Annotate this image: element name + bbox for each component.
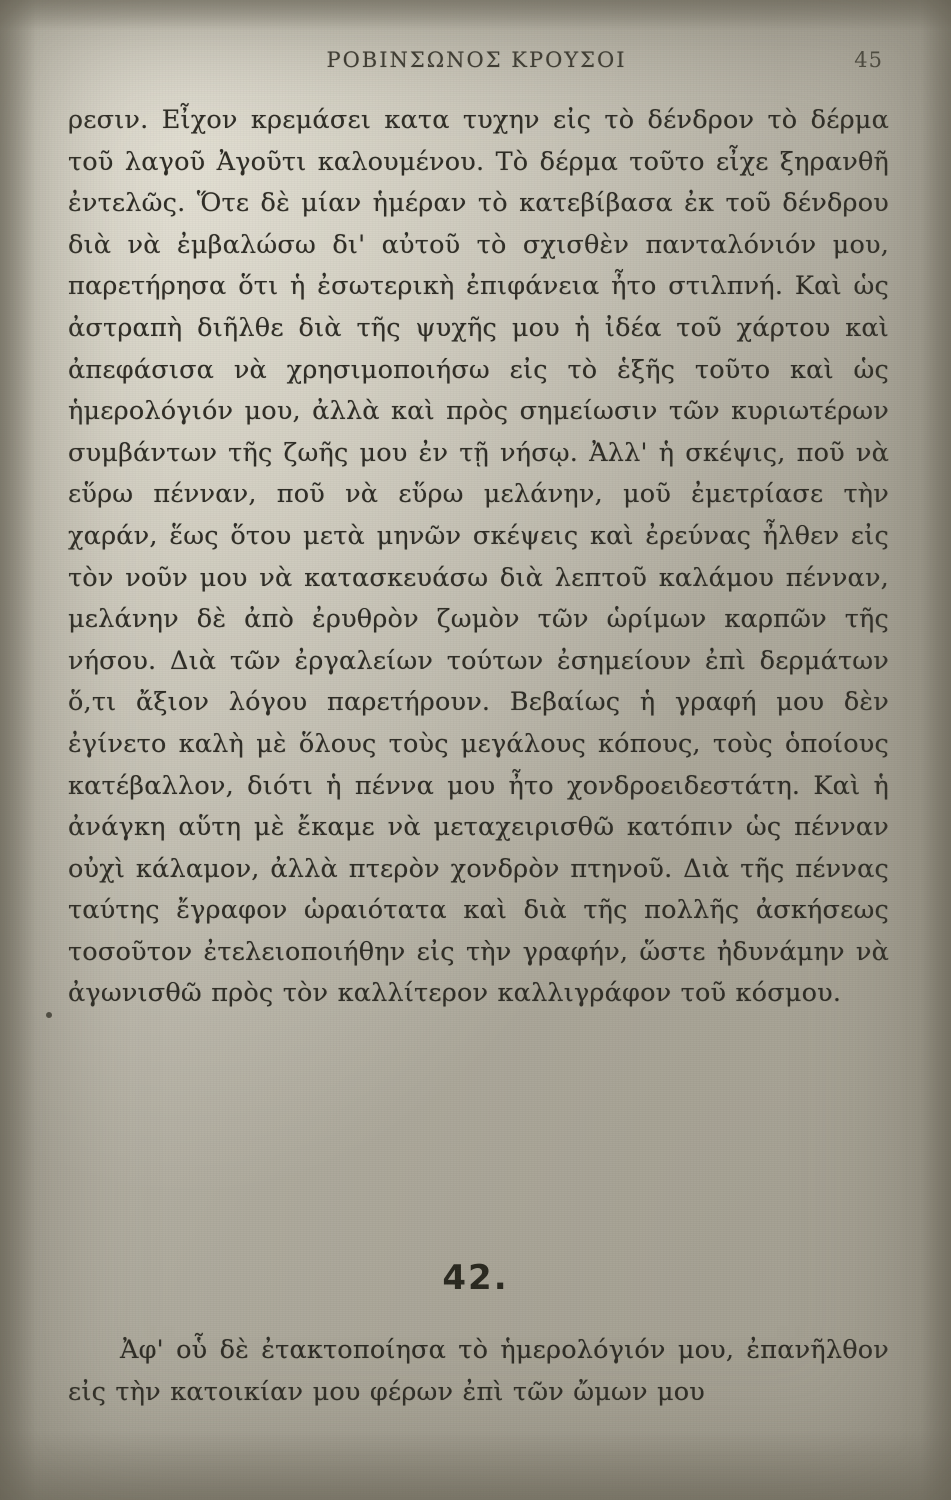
section-number: 42. (442, 1258, 509, 1298)
ink-speck (46, 1012, 52, 1018)
running-head (70, 48, 883, 78)
body-paragraph-block-2 (68, 1330, 889, 1413)
paragraph-new-section: Ἀφ' οὗ δὲ ἐτακτοποίησα τὸ ἡμερολόγιόν μου, ἐπανῆλθον εἰς τὴν κατοικίαν μου φέρων ἐπὶ τῶν ὤμων μου (68, 1335, 889, 1407)
running-head-title: ΡΟΒΙΝΣΩΝΟΣ ΚΡΟΥΣΟΙ (326, 48, 627, 72)
body-paragraph-block (68, 100, 889, 1015)
page-number: 45 (854, 48, 883, 72)
paragraph-continued: ρεσιν. Εἶχον κρεμάσει κατα τυχην εἰς τὸ δένδρον τὸ δέρμα τοῦ λαγοῦ Ἀγοῦτι καλουμένου. Τὸ δέρμα τοῦτο εἶχε ξηρανθῆ ἐντελῶς. Ὅτε δὲ μίαν ἡμέραν τὸ κατεβίβασα ἐκ τοῦ δένδρου διὰ νὰ ἐμβαλώσω δι' αὐτοῦ τὸ σχισθὲν πανταλόνιόν μου, παρετήρησα ὅτι ἡ ἐσωτερικὴ ἐπιφάνεια ἦτο στιλπνή. Καὶ ὡς ἀστραπὴ διῆλθε διὰ τῆς ψυχῆς μου ἡ ἰδέα τοῦ χάρτου καὶ ἀπεφάσισα νὰ χρησιμοποιήσω εἰς τὸ ἑξῆς τοῦτο καὶ ὡς ἡμερολόγιόν μου, ἀλλὰ καὶ πρὸς σημείωσιν τῶν κυριωτέρων συμβάντων τῆς ζωῆς μου ἐν τῇ νήσῳ. Ἀλλ' ἡ σκέψις, ποῦ νὰ εὕρω πένναν, ποῦ νὰ εὕρω μελάνην, μοῦ ἐμετρίασε τὴν χαράν, ἕως ὅτου μετὰ μηνῶν σκέψεις καὶ ἐρεύνας ἦλθεν εἰς τὸν νοῦν μου νὰ κατασκευάσω διὰ λεπτοῦ καλάμου πένναν, μελάνην δὲ ἀπὸ ἐρυθρὸν ζωμὸν τῶν ὡρίμων καρπῶν τῆς νήσου. Διὰ τῶν ἐργαλείων τούτων ἐσημείουν ἐπὶ δερμάτων ὅ,τι ἄξιον λόγου παρετήρουν. Βεβαίως ἡ γραφή μου δὲν ἐγίνετο καλὴ μὲ ὅλους τοὺς μεγάλους κόπους, τοὺς ὁποίους κατέβαλλον, διότι ἡ πέννα μου ἦτο χονδροειδεστάτη. Καὶ ἡ ἀνάγκη αὕτη μὲ ἔκαμε νὰ μεταχειρισθῶ κατόπιν ὡς πένναν οὐχὶ κάλαμον, ἀλλὰ πτερὸν χονδρὸν πτηνοῦ. Διὰ τῆς πέννας ταύτης ἔγραφον ὡραιότατα καὶ διὰ τῆς πολλῆς ἀσκήσεως τοσοῦτον ἐτελειοποιήθην εἰς τὴν γραφήν, ὥστε ἠδυνάμην νὰ ἀγωνισθῶ πρὸς τὸν καλλίτερον καλλιγράφον τοῦ κόσμου. (68, 105, 889, 1009)
